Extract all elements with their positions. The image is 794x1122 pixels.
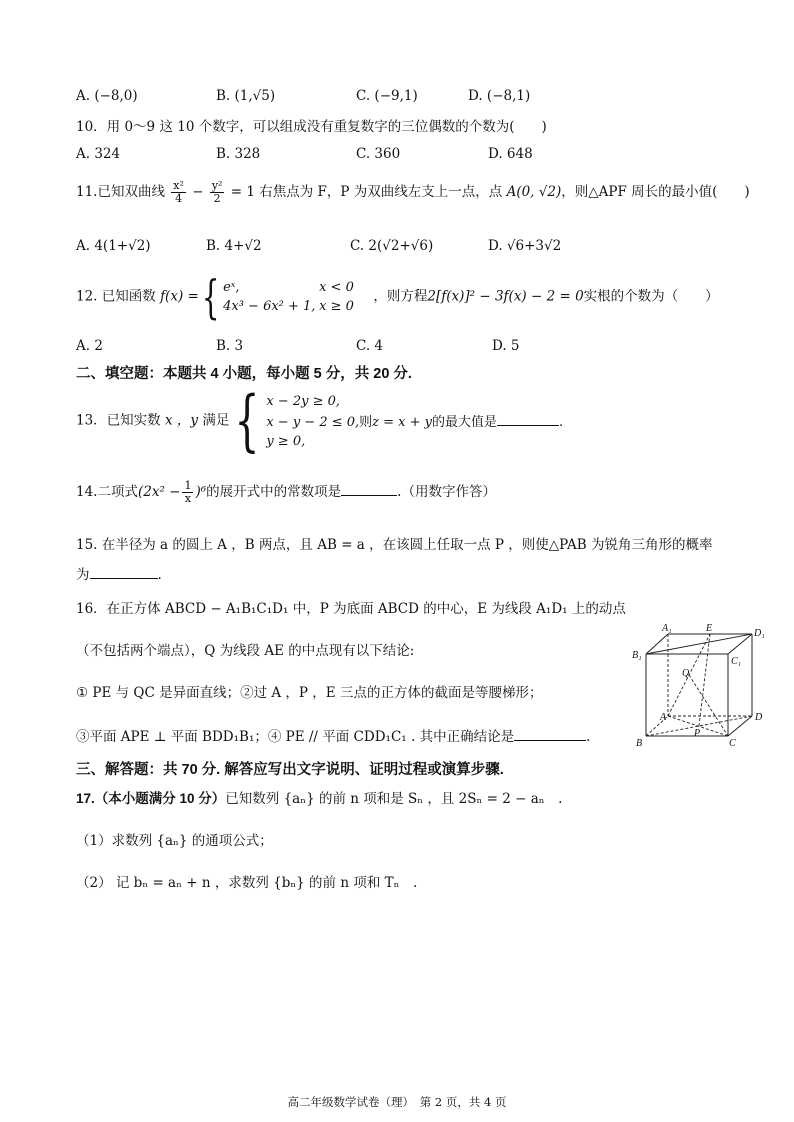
edge-c-d (728, 716, 752, 736)
q17-part2: （2） 记 bₙ = aₙ + n ，求数列 {bₙ} 的前 n 项和 Tₙ . (76, 875, 418, 891)
q11-frac-x: $\frac{\text{x²}}{4}$ (173, 179, 184, 205)
q15-line2: 为 . (76, 564, 162, 584)
q12-option-c: C. 4 (356, 338, 384, 354)
q9-option-a: A. (−8,0) (76, 88, 138, 104)
q9-option-b: B. (1,√5) (216, 88, 276, 104)
q13-constraints: x − 2y ≥ 0, x − y − 2 ≤ 0,则z = x + y的最大值是 . y ≥ 0, (266, 393, 564, 449)
q16-line2: （不包括两个端点），Q 为线段 AE 的中点现有以下结论: (76, 643, 415, 659)
label-b1: B₁ (632, 650, 642, 661)
q9-option-c: C. (−9,1) (356, 88, 418, 104)
section-solutions-heading: 三、解答题：共 70 分. 解答应写出文字说明、证明过程或演算步骤. (76, 762, 504, 778)
label-p: P (694, 728, 701, 739)
q11-stem: 11.已知双曲线 $\frac{\text{x²}}{4}$ − $\frac{\text{y²}}{2}$ = 1 右焦点为 F，P 为双曲线左支上一点，点 A(0, √2)，则△APF 周长的最小值( ) (76, 179, 750, 205)
q14-answer-blank (341, 481, 397, 496)
q17-part1: （1）求数列 {aₙ} 的通项公式； (76, 833, 273, 849)
q12-option-d: D. 5 (492, 338, 520, 354)
q12-brace: { (201, 270, 220, 324)
q11-option-c: C. 2(√2+√6) (350, 238, 434, 254)
page-footer: 高二年级数学试卷（理） 第 2 页，共 4 页 (287, 1095, 507, 1109)
q12-piecewise: eˣ, x < 0 4x³ − 6x² + 1, x ≥ 0 (223, 280, 354, 314)
q16-line3: ① PE 与 QC 是异面直线；②过 A ，P ，E 三点的正方体的截面是等腰梯形； (76, 685, 543, 701)
q10-option-a: A. 324 (76, 146, 121, 162)
cube-diagram (628, 622, 768, 750)
label-d1: D₁ (754, 628, 765, 639)
q13-answer-blank (497, 411, 559, 426)
q10-option-b: B. 328 (216, 146, 261, 162)
q16-line1: 16．在正方体 ABCD − A₁B₁C₁D₁ 中，P 为底面 ABCD 的中心，E 为线段 A₁D₁ 上的动点 (76, 601, 626, 617)
segment-q-c (689, 675, 728, 736)
label-c1: C₁ (731, 656, 742, 667)
label-c: C (729, 738, 736, 749)
q12-stem: 12. 已知函数 f(x) ={ eˣ, x < 0 4x³ − 6x² + 1, x ≥ 0 ，则方程2[f(x)]² − 3f(x) − 2 = 0实根的个数为（ ） (76, 270, 719, 324)
q14-frac: $\frac{1}{x}$ (184, 479, 192, 505)
q9-option-d: D. (−8,1) (468, 88, 531, 104)
q11-option-d: D. √6+3√2 (488, 238, 562, 254)
q17-stem: 17.（本小题满分 10 分）已知数列 {aₙ} 的前 n 项和是 Sₙ ，且 2Sₙ = 2 − aₙ . (76, 791, 563, 807)
q13-brace: { (234, 382, 260, 459)
q11-frac-y: $\frac{\text{y²}}{2}$ (211, 179, 223, 205)
q11-option-b: B. 4+√2 (206, 238, 262, 254)
segment-p-e (699, 634, 710, 726)
q16-answer-blank (514, 726, 586, 741)
label-d: D (755, 712, 763, 723)
edge-d1-c1 (728, 634, 752, 654)
label-q: Q (682, 668, 690, 679)
q10-stem: 10．用 0～9 这 10 个数字，可以组成没有重复数字的三位偶数的个数为( ) (76, 119, 547, 135)
q12-option-a: A. 2 (76, 338, 103, 354)
q16-line4: ③平面 APE ⊥ 平面 BDD₁B₁；④ PE // 平面 CDD₁C₁ . 其中正确结论是 . (76, 726, 590, 746)
label-a1: A₁ (662, 623, 672, 634)
q12-option-b: B. 3 (216, 338, 244, 354)
q15-line1: 15. 在半径为 a 的圆上 A ，B 两点，且 AB = a ，在该圆上任取一点 P ，则使△PAB 为锐角三角形的概率 (76, 537, 713, 553)
q10-option-d: D. 648 (488, 146, 533, 162)
label-b: B (636, 738, 643, 749)
q14-stem: 14.二项式(2x² − $\frac{1}{x}$ )⁶的展开式中的常数项是 .（用数字作答） (76, 479, 496, 505)
section-fill-blank-heading: 二、填空题：本题共 4 小题，每小题 5 分，共 20 分. (76, 366, 412, 382)
q13-stem: 13．已知实数 x ，y 满足{ x − 2y ≥ 0, x − y − 2 ≤ 0,则z = x + y的最大值是 . y ≥ 0, (76, 382, 564, 459)
q11-option-a: A. 4(1+√2) (76, 238, 151, 254)
label-e: E (706, 623, 713, 634)
label-a: A (660, 712, 667, 723)
diag-b1-d1 (646, 634, 752, 654)
q10-option-c: C. 360 (356, 146, 401, 162)
q15-answer-blank (90, 564, 158, 579)
edge-a1-b1 (646, 634, 668, 654)
